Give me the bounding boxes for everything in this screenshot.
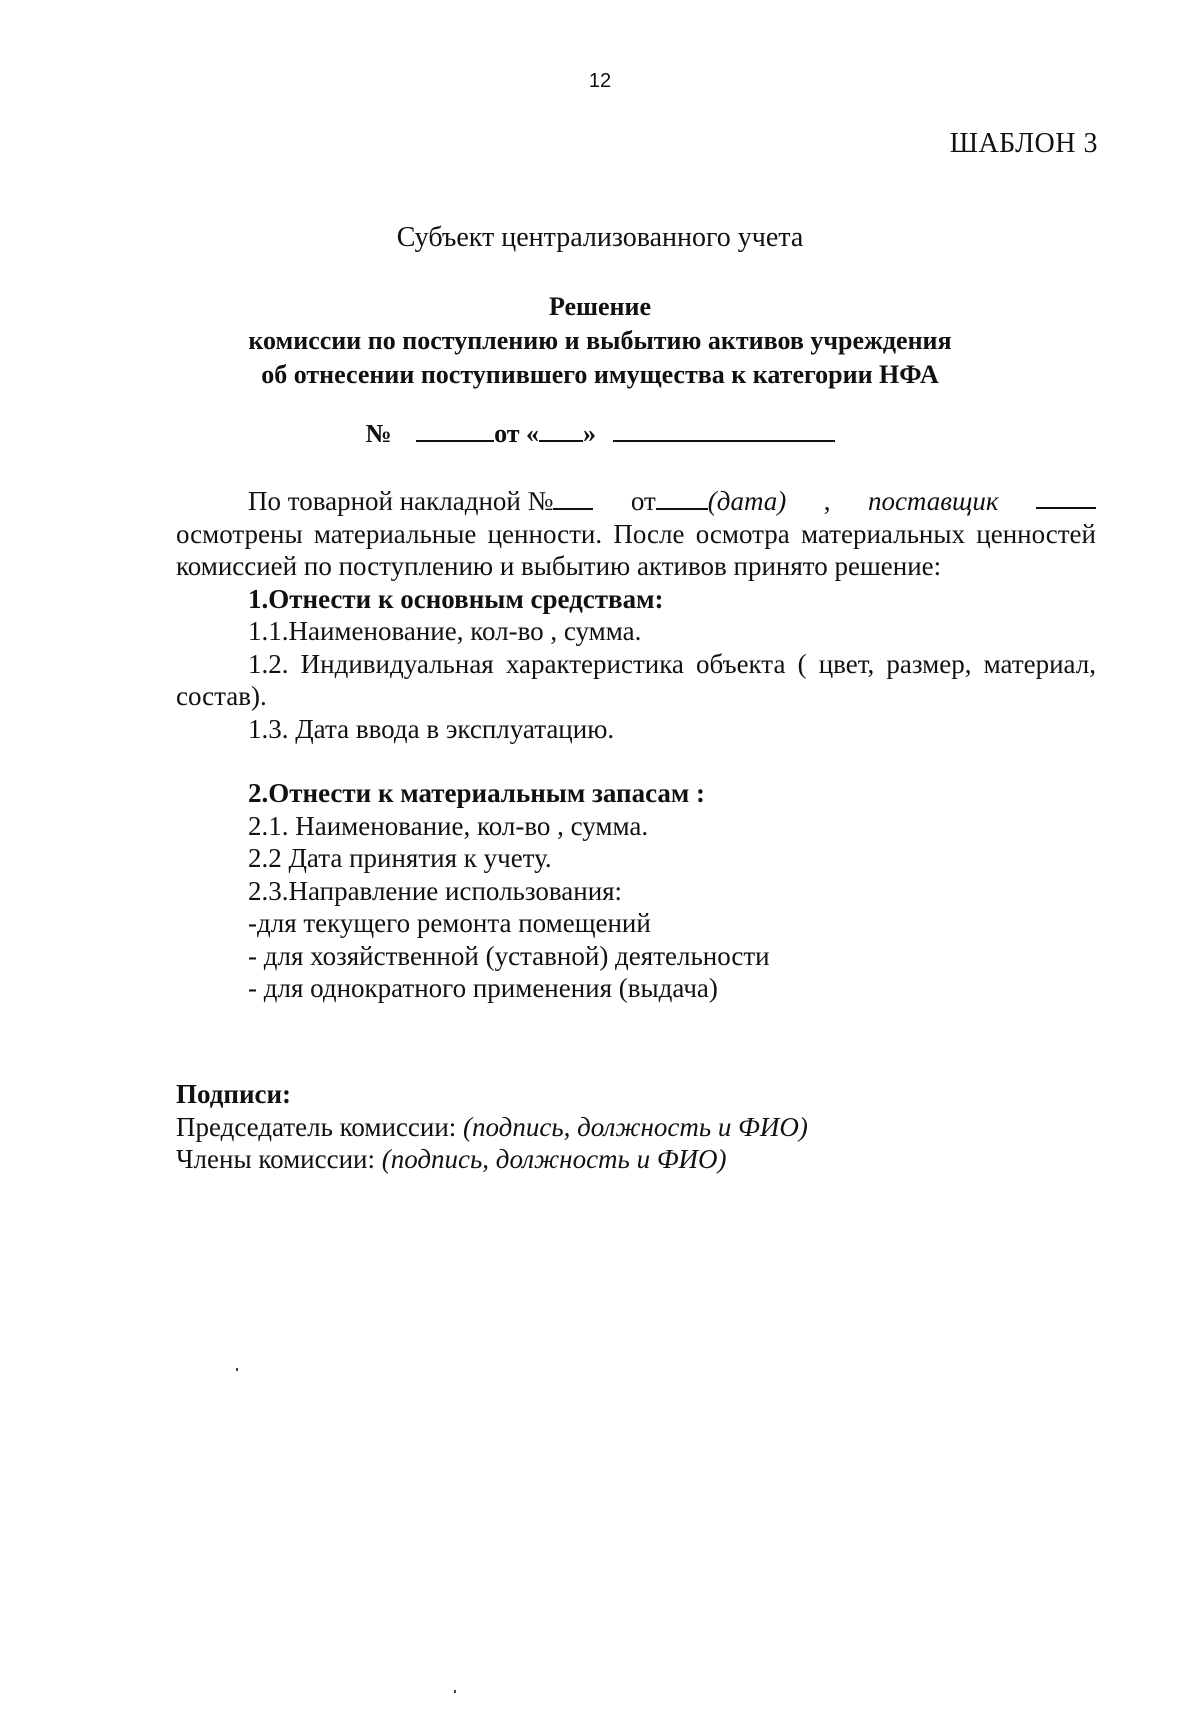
section1-item: 1.3. Дата ввода в эксплуатацию. xyxy=(248,713,615,744)
section2-item: 2.3.Направление использования: xyxy=(248,875,623,906)
section2-item: -для текущего ремонта помещений xyxy=(248,908,651,938)
section2-item: - для хозяйственной (уставной) деятельности xyxy=(248,940,770,971)
section2-item: 2.2 Дата принятия к учету. xyxy=(248,843,552,873)
subject-heading: Субъект централизованного учета xyxy=(396,222,804,253)
date-hint: (дата) xyxy=(707,486,787,516)
document-body xyxy=(176,485,1096,1005)
intro-text-1: По товарной накладной № xyxy=(248,486,554,516)
section1-heading: 1.Отнести к основным средствам: xyxy=(248,583,664,614)
section2-heading: 2.Отнести к материальным запасам : xyxy=(248,778,706,808)
invoice-number-blank xyxy=(553,486,593,510)
signatures-heading: Подписи: xyxy=(176,1079,292,1109)
document-number-line xyxy=(0,418,1200,449)
members-signature-line xyxy=(176,1143,1096,1176)
section2-item: - для однократного применения (выдача) xyxy=(248,973,718,1003)
invoice-date-blank xyxy=(656,486,708,510)
number-blank xyxy=(416,418,494,442)
members-label: Члены комиссии: xyxy=(176,1144,382,1174)
chair-hint: (подпись, должность и ФИО) xyxy=(463,1111,808,1142)
members-hint: (подпись, должность и ФИО) xyxy=(381,1144,727,1174)
section1-item: 1.2. Индивидуальная характеристика объекта ( цвет, размер, материал, состав). xyxy=(176,648,1096,711)
supplier-blank xyxy=(1036,485,1096,509)
document-title xyxy=(0,290,1200,392)
supplier-label: поставщик xyxy=(867,486,999,516)
from-label: от « xyxy=(494,419,540,448)
section2-item: 2.1. Наименование, кол-во , сумма. xyxy=(248,810,649,841)
comma: , xyxy=(823,486,831,516)
number-sign: № xyxy=(365,419,392,448)
month-year-blank xyxy=(613,418,835,442)
page-number: 12 xyxy=(588,70,612,92)
intro-first-line xyxy=(176,485,1096,518)
close-quote: » xyxy=(583,419,597,448)
scan-speck xyxy=(236,1368,238,1371)
scan-speck xyxy=(454,1690,456,1693)
title-line-2: комиссии по поступлению и выбытию активов учреждения xyxy=(248,326,952,355)
chair-label: Председатель комиссии: xyxy=(176,1111,464,1142)
section1-item: 1.1.Наименование, кол-во , сумма. xyxy=(248,616,642,646)
chair-signature-line xyxy=(176,1111,1096,1144)
title-line-3: об отнесении поступившего имущества к категории НФА xyxy=(261,360,939,389)
signatures-block xyxy=(176,1078,1096,1176)
title-line-1: Решение xyxy=(548,292,652,321)
intro-text-2: от xyxy=(630,486,656,516)
day-blank xyxy=(539,418,583,442)
intro-continuation: осмотрены материальные ценности. После осмотра материальных ценностей комиссией по поступлению и выбытию активов принято решение: xyxy=(176,518,1096,581)
template-label: ШАБЛОН 3 xyxy=(949,128,1098,159)
